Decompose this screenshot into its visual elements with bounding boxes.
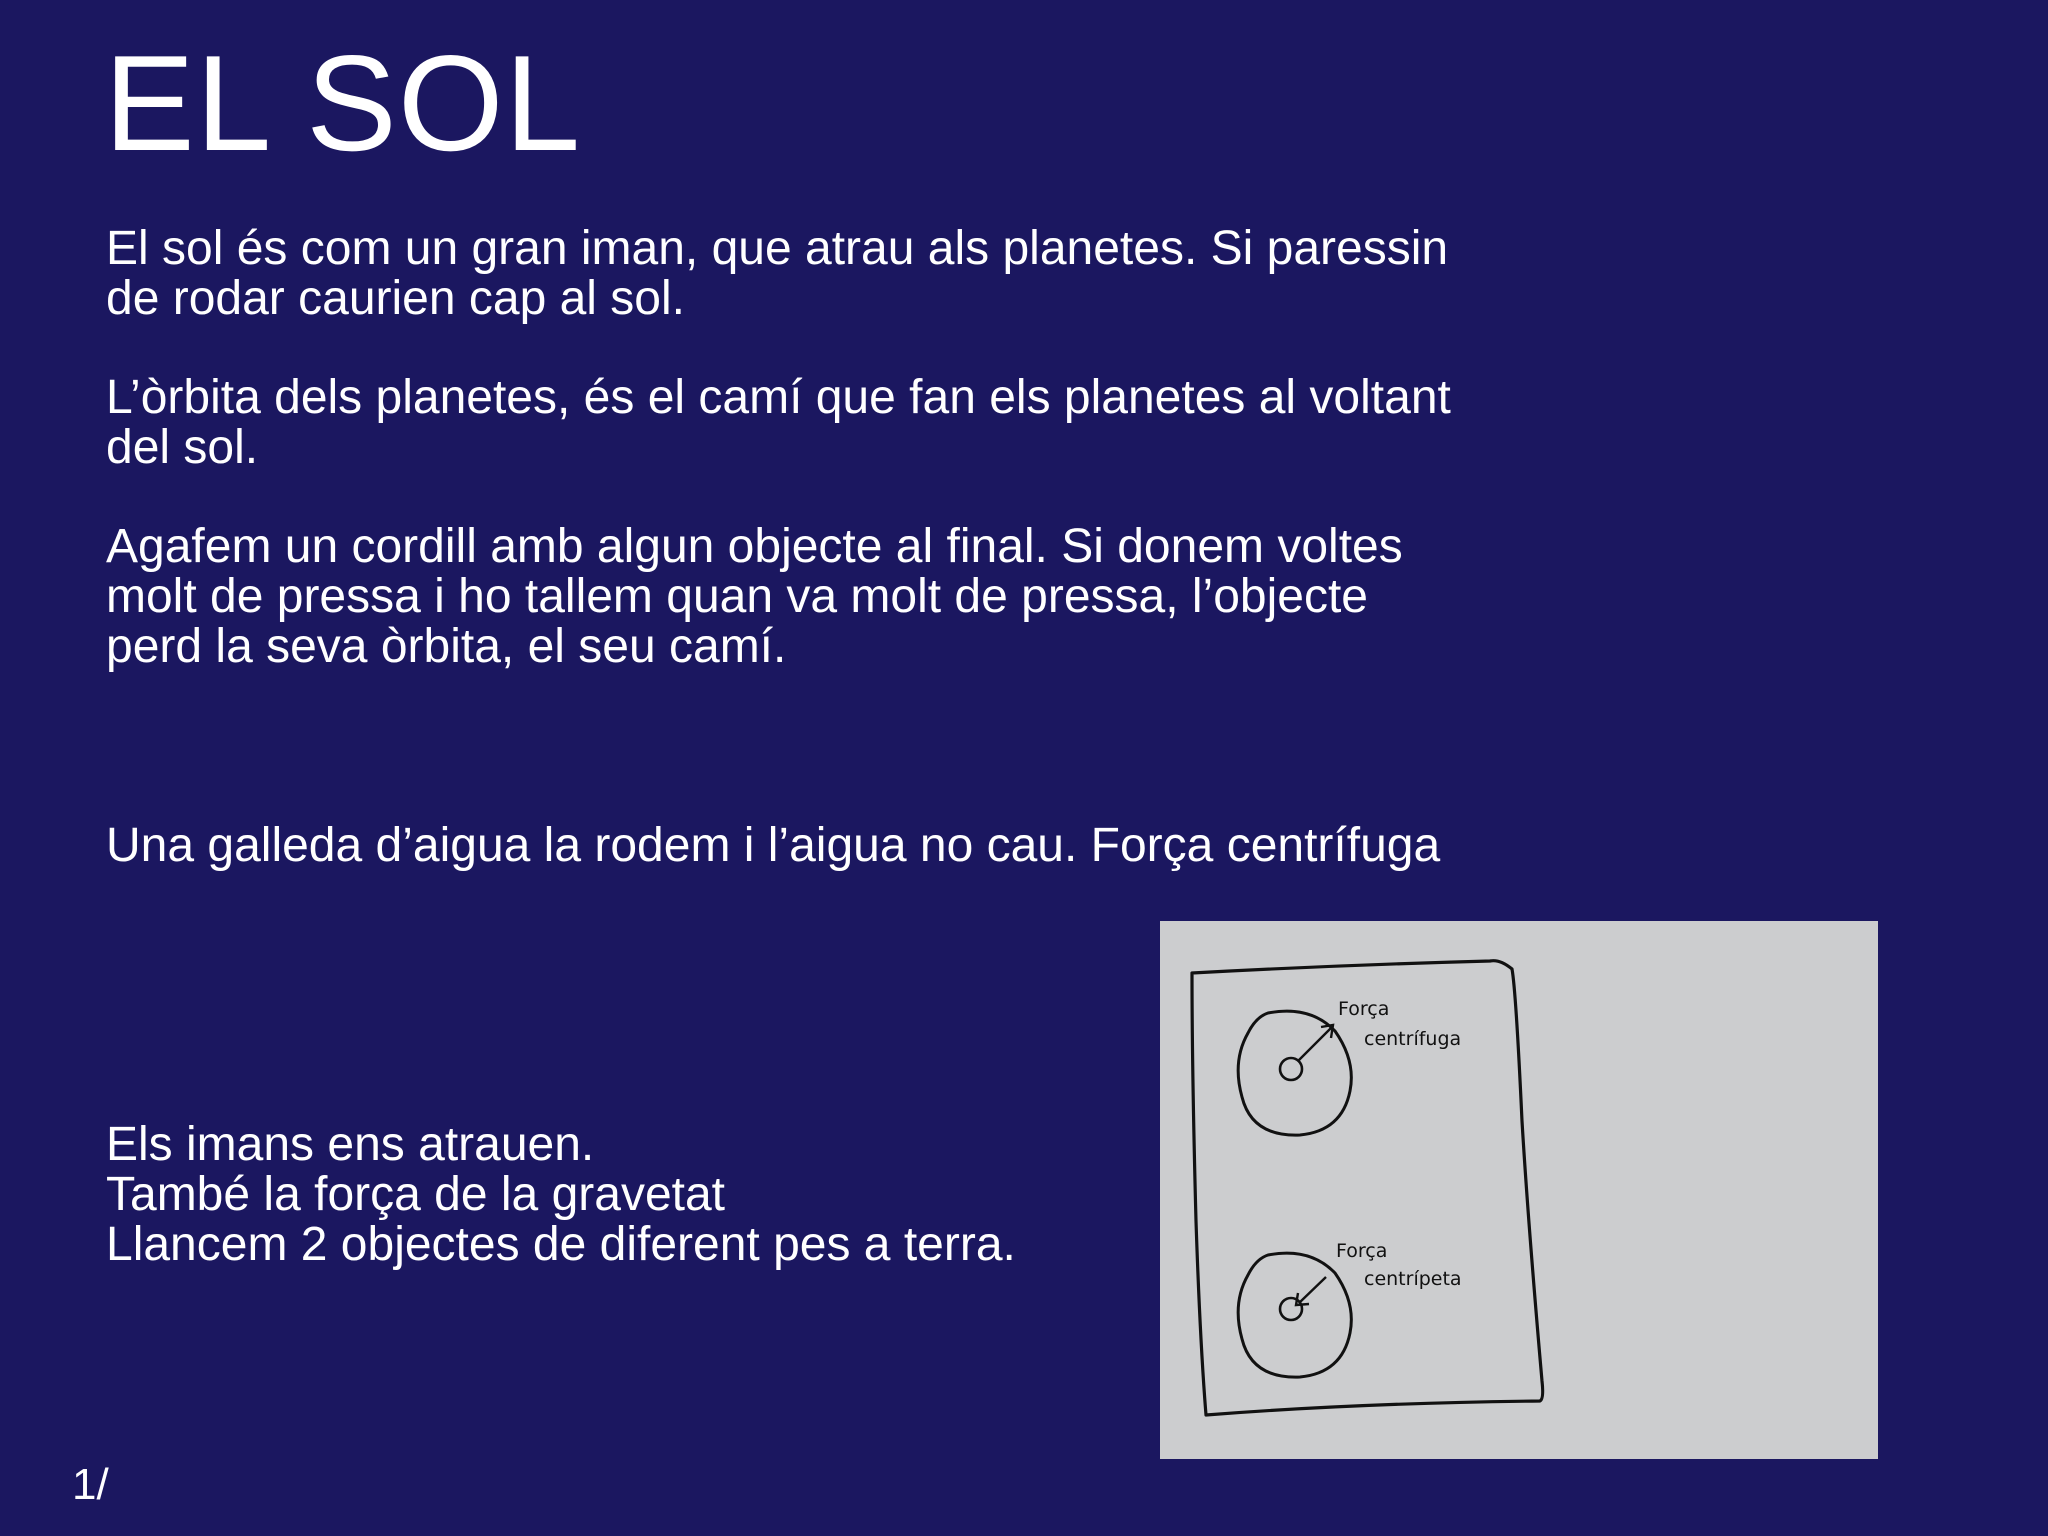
paragraph-string-experiment: [106, 522, 1606, 672]
slide-title: EL SOL: [104, 27, 582, 179]
text-line: Llancem 2 objectes de diferent pes a terra.: [106, 1218, 1016, 1271]
page-number: 1/: [72, 1460, 109, 1509]
text-line: El sol és com un gran iman, que atrau als planetes. Si paressin: [106, 222, 1449, 275]
sketch-label-bottom-1: Força: [1336, 1240, 1388, 1262]
text-line: Agafem un cordill amb algun objecte al final. Si donem voltes: [106, 520, 1403, 573]
text-line: L’òrbita dels planetes, és el camí que fan els planetes al voltant: [106, 371, 1451, 424]
text-line: molt de pressa i ho tallem quan va molt de pressa, l’objecte: [106, 570, 1368, 623]
paragraph-bucket: [106, 821, 1606, 871]
force-sketch-drawing: [1160, 921, 1878, 1459]
paragraph-orbit: [106, 373, 1606, 473]
text-line: perd la seva òrbita, el seu camí.: [106, 620, 787, 673]
sketch-label-top-1: Força: [1338, 998, 1390, 1020]
paragraph-sun-magnet: [106, 224, 1606, 324]
sketch-label-bottom-2: centrípeta: [1364, 1268, 1462, 1290]
text-line: de rodar caurien cap al sol.: [106, 272, 685, 325]
text-line: Els imans ens atrauen.: [106, 1118, 595, 1171]
text-line: Una galleda d’aigua la rodem i l’aigua no cau. Força centrífuga: [106, 819, 1441, 872]
sketch-label-top-2: centrífuga: [1364, 1028, 1462, 1050]
force-sketch-image: [1160, 921, 1878, 1459]
text-line: També la força de la gravetat: [106, 1168, 726, 1221]
text-line: del sol.: [106, 421, 259, 474]
